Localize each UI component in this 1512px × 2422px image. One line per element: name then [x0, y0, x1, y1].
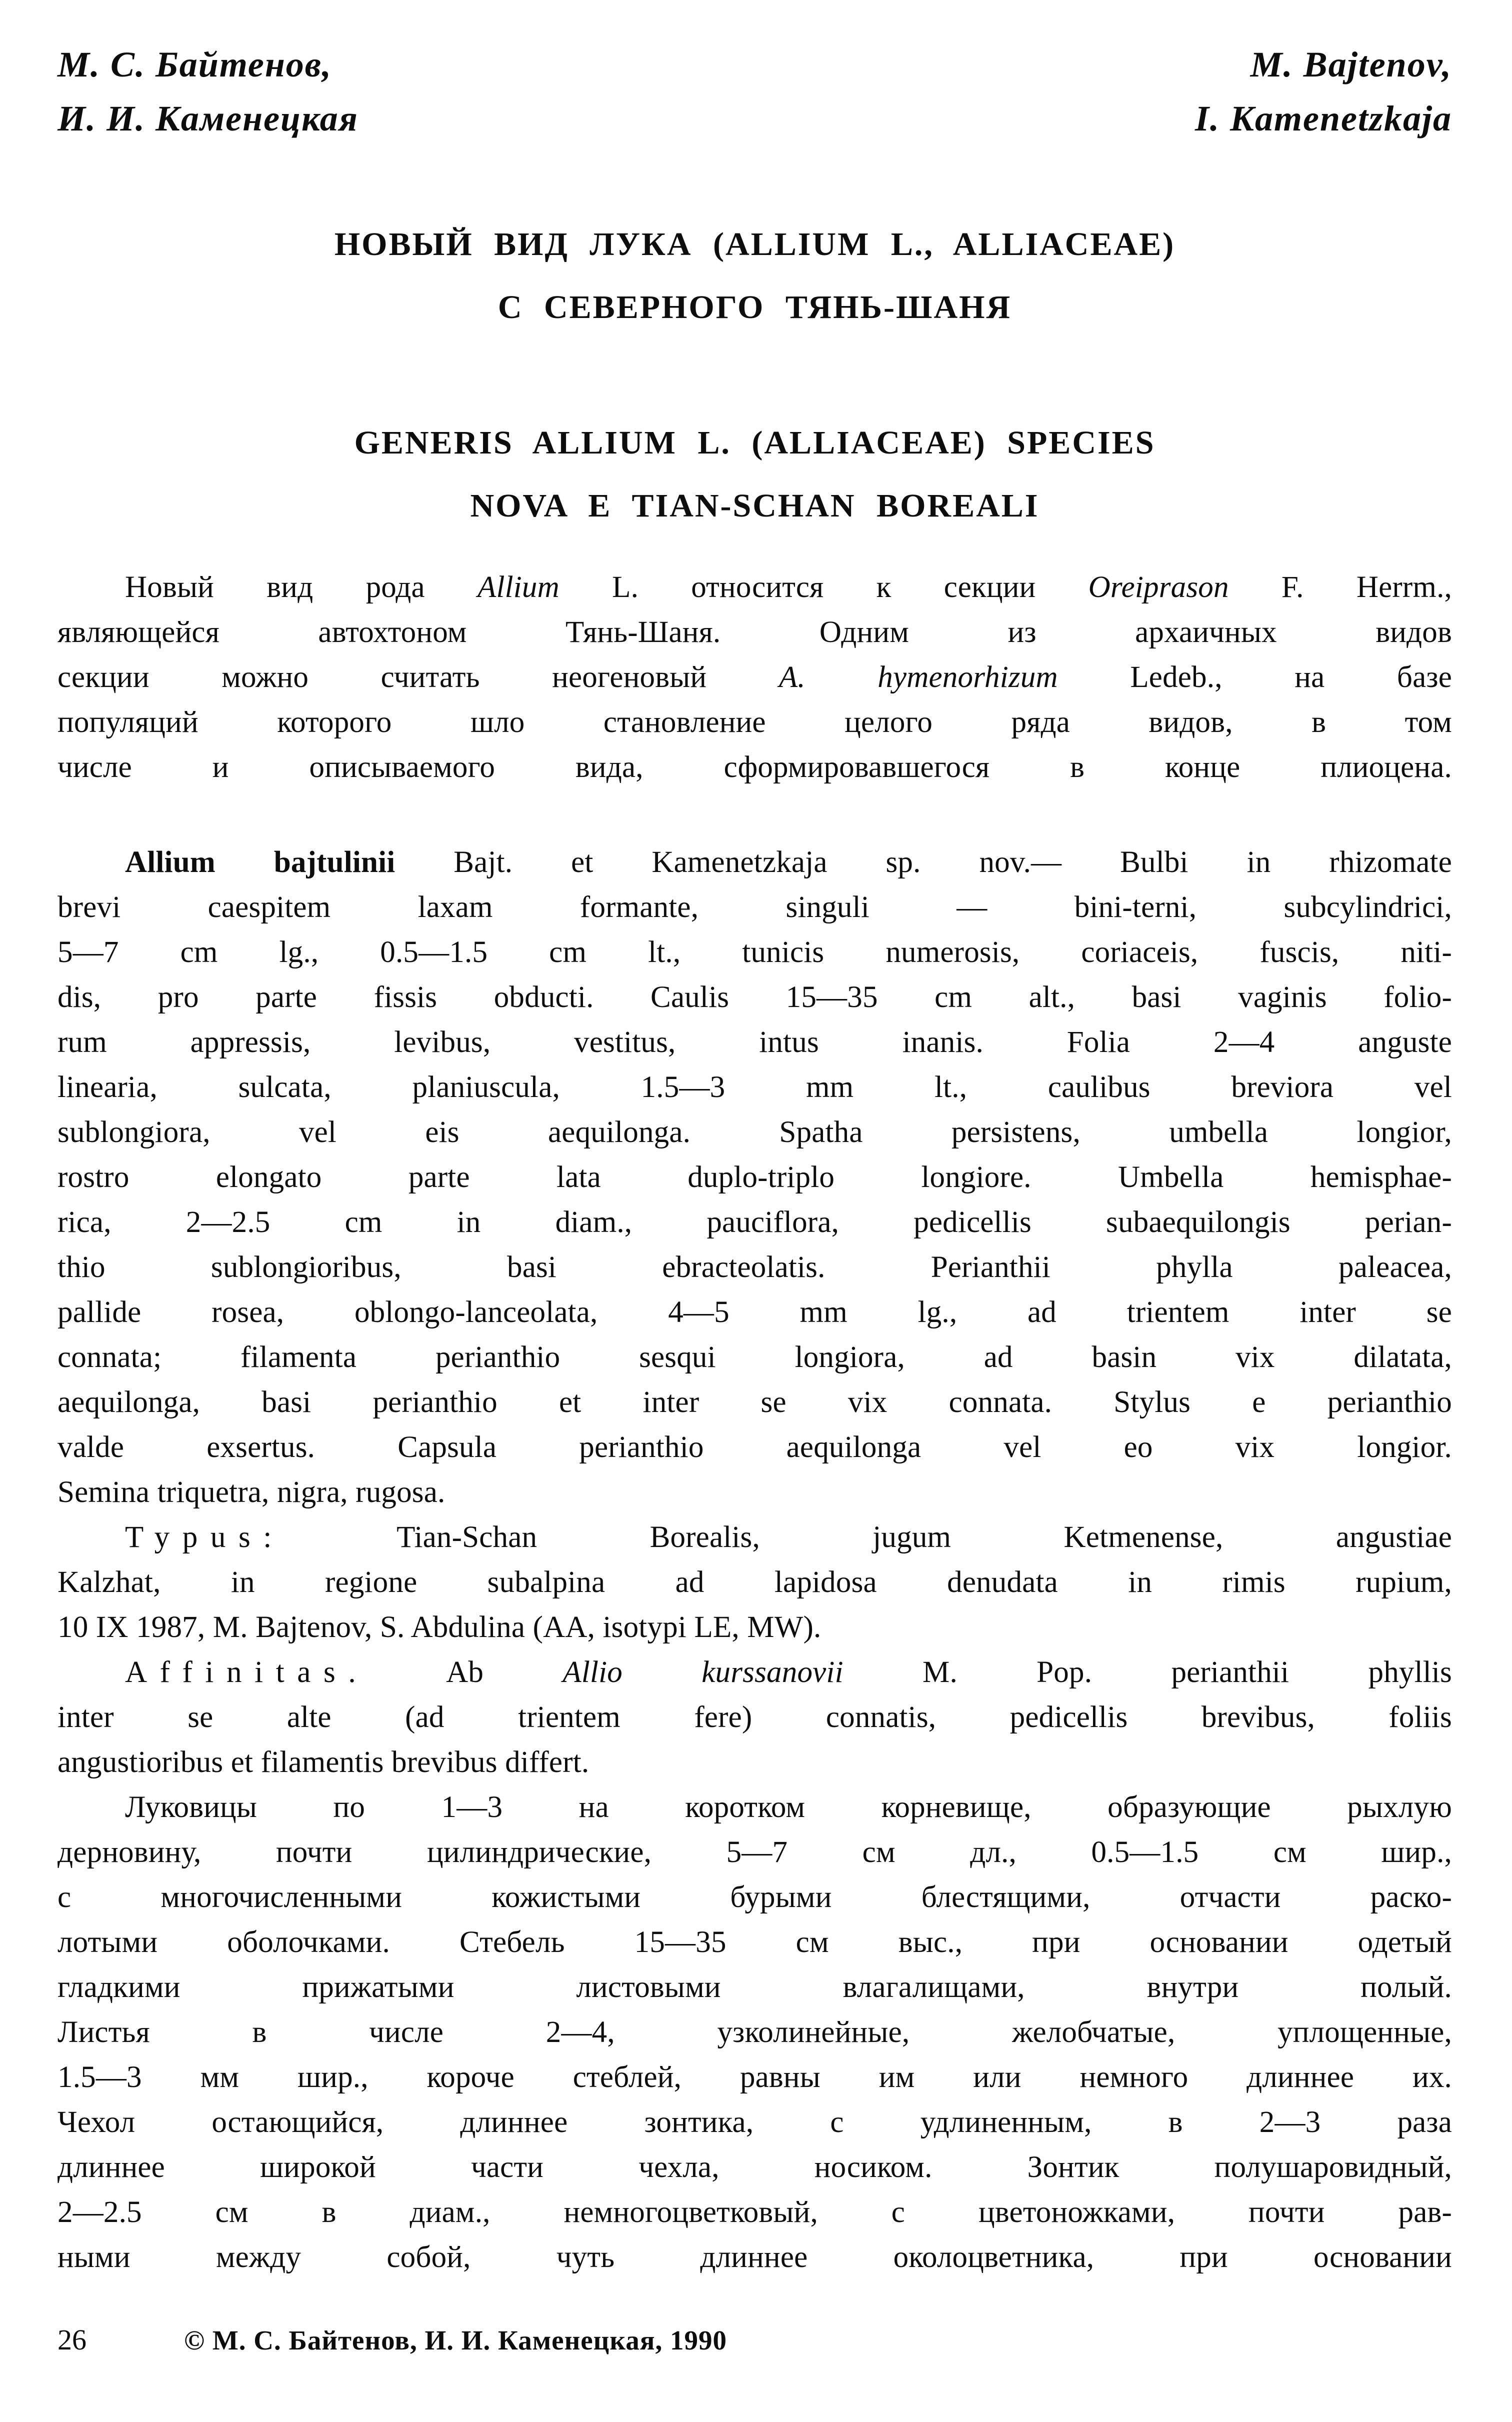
text-run: ными между собой, чуть длиннее околоцветника, при основании — [58, 2240, 1452, 2274]
title-russian — [58, 213, 1452, 339]
text-line — [58, 2190, 1452, 2235]
copyright-line: © М. С. Байтенов, И. И. Каменецкая, 1990 — [184, 2325, 727, 2356]
authors-header — [58, 38, 1452, 146]
page-number: 26 — [58, 2324, 86, 2356]
text-line — [58, 565, 1452, 610]
text-line — [58, 655, 1452, 700]
text-run: Tian-Schan Borealis, jugum Ketmenense, angustiae — [284, 1520, 1452, 1554]
text-run: rica, 2—2.5 cm in diam., pauciflora, pedicellis subaequilongis perian- — [58, 1206, 1452, 1239]
paragraph-description-ru — [58, 1785, 1452, 2280]
text-line — [58, 2055, 1452, 2100]
text-run: Kalzhat, in regione subalpina ad lapidosa denudata in rimis rupium, — [58, 1566, 1452, 1599]
text-line — [58, 1065, 1452, 1110]
text-run: F. Herrm., — [1228, 570, 1452, 604]
text-line — [58, 2010, 1452, 2055]
text-line — [58, 930, 1452, 975]
text-line — [58, 1155, 1452, 1200]
text-run: лотыми оболочками. Стебель 15—35 см выс., при основании одетый — [58, 1926, 1452, 1959]
text-run: Чехол остающийся, длиннее зонтика, с удлиненным, в 2—3 раза — [58, 2106, 1452, 2139]
text-run: angustioribus et filamentis brevibus differt. — [58, 1746, 590, 1779]
text-run: являющейся автохтоном Тянь-Шаня. Одним из архаичных видов — [58, 616, 1452, 649]
text-run: Листья в числе 2—4, узколинейные, желобчатые, уплощенные, — [58, 2016, 1452, 2049]
text-run: inter se alte (ad trientem fere) connatis, pedicellis brevibus, foliis — [58, 1700, 1452, 1734]
paragraph-affinitas — [58, 1650, 1452, 1785]
text-line — [58, 1875, 1452, 1920]
text-line — [58, 700, 1452, 745]
text-line — [58, 1245, 1452, 1290]
text-run: Allio kurssanovii — [562, 1656, 844, 1689]
text-run: dis, pro parte fissis obducti. Caulis 15—35 cm alt., basi vaginis folio- — [58, 980, 1452, 1014]
text-line — [58, 2145, 1452, 2190]
text-line — [58, 840, 1452, 885]
text-run: Allium bajtulinii — [125, 846, 396, 879]
title-latin-line-1: GENERIS ALLIUM L. (ALLIACEAE) SPECIES — [354, 424, 1156, 461]
text-line — [58, 1605, 1452, 1650]
text-run: rum appressis, levibus, vestitus, intus inanis. Folia 2—4 anguste — [58, 1026, 1452, 1059]
text-run: valde exsertus. Capsula perianthio aequilonga vel eo vix longior. — [58, 1430, 1452, 1464]
text-line — [58, 975, 1452, 1020]
text-line — [58, 1695, 1452, 1740]
text-line — [58, 1965, 1452, 2010]
text-run: A. hymenorhizum — [778, 660, 1058, 694]
text-run: sublongiora, vel eis aequilonga. Spatha persistens, umbella longior, — [58, 1116, 1452, 1149]
text-run: Bajt. et Kamenetzkaja sp. nov.— Bulbi in rhizomate — [395, 846, 1452, 879]
text-run: L. относится к секции — [559, 570, 1088, 604]
title-latin-line-2: NOVA E TIAN-SCHAN BOREALI — [470, 488, 1040, 524]
text-line — [58, 1560, 1452, 1605]
text-line — [58, 1335, 1452, 1380]
text-line — [58, 1470, 1452, 1515]
paragraph-typus — [58, 1515, 1452, 1650]
authors-latin — [1195, 38, 1452, 146]
text-run: популяций которого шло становление целого ряда видов, в том — [58, 706, 1452, 739]
text-run: Allium — [478, 570, 560, 604]
text-line — [58, 745, 1452, 790]
text-line — [58, 885, 1452, 930]
paragraph-latin-diagnosis — [58, 840, 1452, 1515]
text-run: Semina triquetra, nigra, rugosa. — [58, 1476, 446, 1509]
text-run: длиннее широкой части чехла, носиком. Зонтик полушаровидный, — [58, 2150, 1452, 2184]
text-run: linearia, sulcata, planiuscula, 1.5—3 mm lt., caulibus breviora vel — [58, 1070, 1452, 1104]
paragraph-intro-ru — [58, 565, 1452, 790]
text-line — [58, 1740, 1452, 1785]
text-run: pallide rosea, oblongo-lanceolata, 4—5 mm lg., ad trientem inter se — [58, 1296, 1452, 1329]
authors-cyrillic — [58, 38, 358, 146]
title-latin — [58, 412, 1452, 538]
text-line — [58, 1920, 1452, 1965]
text-run: 2—2.5 см в диам., немногоцветковый, с цветоножками, почти рав- — [58, 2196, 1452, 2229]
text-line — [58, 2100, 1452, 2145]
text-run: Ledeb., на базе — [1058, 660, 1452, 694]
text-run: 5—7 cm lg., 0.5—1.5 cm lt., tunicis numerosis, coriaceis, fuscis, niti- — [58, 936, 1452, 969]
text-run: aequilonga, basi perianthio et inter se vix connata. Stylus e perianthio — [58, 1386, 1452, 1419]
body-paragraphs — [58, 565, 1452, 2280]
text-line — [58, 1200, 1452, 1245]
text-line — [58, 1380, 1452, 1425]
text-run: Typus: — [125, 1520, 284, 1554]
text-run: M. Pop. perianthii phyllis — [843, 1656, 1452, 1689]
author-cyrillic-2: И. И. Каменецкая — [58, 98, 358, 138]
title-russian-line-2: С СЕВЕРНОГО ТЯНЬ-ШАНЯ — [498, 289, 1012, 326]
author-cyrillic-1: М. С. Байтенов, — [58, 44, 332, 84]
text-run: Oreiprason — [1088, 570, 1229, 604]
text-line — [58, 1650, 1452, 1695]
text-run: thio sublongioribus, basi ebracteolatis. Perianthii phylla paleacea, — [58, 1250, 1452, 1284]
text-line — [58, 1515, 1452, 1560]
title-russian-line-1: НОВЫЙ ВИД ЛУКА (ALLIUM L., ALLIACEAE) — [334, 226, 1176, 262]
text-run: 1.5—3 мм шир., короче стеблей, равны им или немного длиннее их. — [58, 2060, 1452, 2094]
text-line — [58, 1290, 1452, 1335]
text-run: rostro elongato parte lata duplo-triplo longiore. Umbella hemisphae- — [58, 1160, 1452, 1194]
text-run: Ab — [368, 1656, 563, 1689]
text-run: Луковицы по 1—3 на коротком корневище, образующие рыхлую — [125, 1790, 1452, 1824]
author-latin-2: I. Kamenetzkaja — [1194, 98, 1452, 138]
text-run: числе и описываемого вида, сформировавшегося в конце плиоцена. — [58, 750, 1452, 784]
text-run: brevi caespitem laxam formante, singuli — bini-terni, subcylindrici, — [58, 890, 1452, 924]
text-run: Новый вид рода — [125, 570, 478, 604]
text-run: гладкими прижатыми листовыми влагалищами, внутри полый. — [58, 1970, 1452, 2004]
text-run: Affinitas. — [125, 1656, 369, 1689]
text-run: секции можно считать неогеновый — [58, 660, 779, 694]
text-run: дерновину, почти цилиндрические, 5—7 см дл., 0.5—1.5 см шир., — [58, 1836, 1452, 1869]
text-line — [58, 610, 1452, 655]
text-run: 10 IX 1987, M. Bajtenov, S. Abdulina (AA, isotypi LE, MW). — [58, 1610, 822, 1644]
text-line — [58, 1110, 1452, 1155]
page-footer — [58, 2322, 1452, 2358]
text-line — [58, 1785, 1452, 1830]
text-run: connata; filamenta perianthio sesqui longiora, ad basin vix dilatata, — [58, 1340, 1452, 1374]
text-run: с многочисленными кожистыми бурыми блестящими, отчасти раско- — [58, 1880, 1452, 1914]
text-line — [58, 1020, 1452, 1065]
text-line — [58, 1830, 1452, 1875]
text-line — [58, 2235, 1452, 2280]
text-line — [58, 1425, 1452, 1470]
author-latin-1: M. Bajtenov, — [1250, 44, 1452, 84]
